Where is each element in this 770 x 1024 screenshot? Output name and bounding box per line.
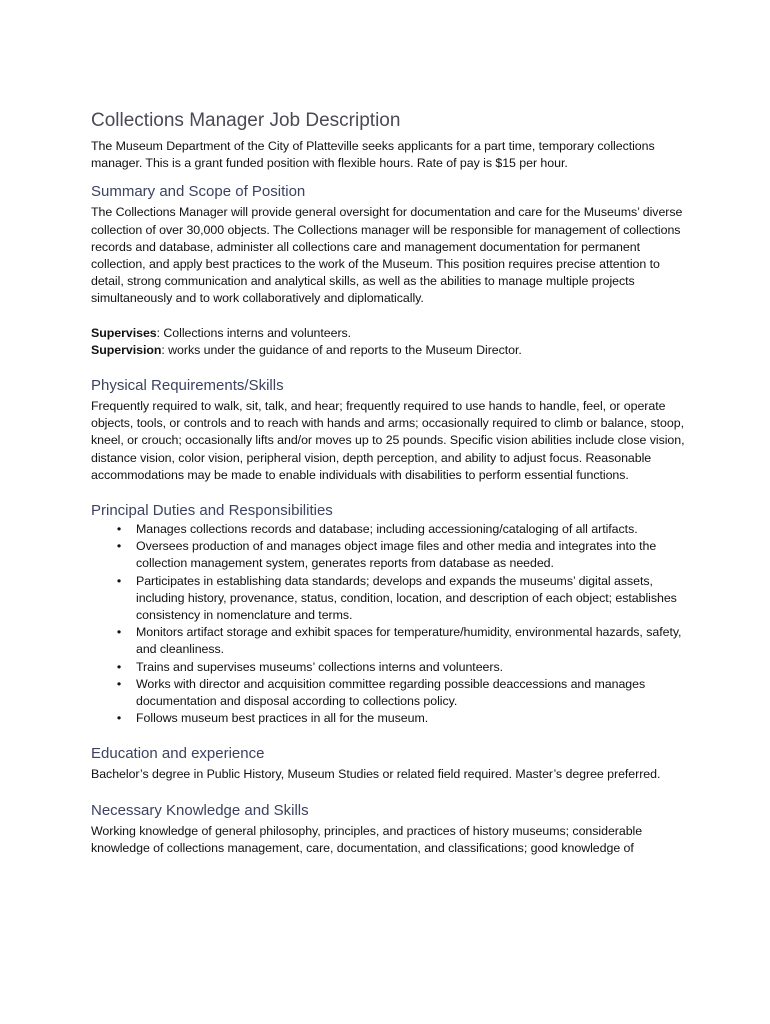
supervision-text: : works under the guidance of and reports to the Museum Director. bbox=[161, 342, 522, 357]
list-item bbox=[91, 624, 691, 658]
summary-heading: Summary and Scope of Position bbox=[91, 183, 306, 201]
list-item bbox=[91, 710, 691, 727]
bullet-icon: • bbox=[116, 625, 122, 640]
education-heading: Education and experience bbox=[91, 745, 265, 763]
duty-text: Monitors artifact storage and exhibit spaces for temperature/humidity, environmental hazards, safety, and cleanliness. bbox=[136, 625, 682, 657]
intro-paragraph: The Museum Department of the City of Platteville seeks applicants for a part time, temporary collections manager. This is a grant funded position with flexible hours. Rate of pay is $15 per hour. bbox=[91, 139, 655, 171]
duty-text: Works with director and acquisition committee regarding possible deaccessions and manages documentation and disposal according to collections policy. bbox=[136, 676, 646, 709]
list-item bbox=[91, 659, 691, 676]
bullet-icon: • bbox=[116, 711, 122, 726]
physical-paragraph: Frequently required to walk, sit, talk, and hear; frequently required to use hands to handle, feel, or operate objects, tools, or controls and to reach with hands and arms; occasionally required to climb or balance, stoop, kneel, or crouch; occasionally lifts and/or moves up to 25 pounds. Specific vision abilities include close vision, distance vision, color vision, peripheral vision, depth perception, and ability to adjust focus. Reasonable accommodations may be made to enable individuals with disabilities to perform essential functions. bbox=[91, 399, 685, 482]
list-item bbox=[91, 521, 691, 538]
knowledge-paragraph: Working knowledge of general philosophy, principles, and practices of history museums; considerable knowledge of collections management, care, documentation, and classifications; good knowledge of bbox=[91, 823, 643, 855]
list-item bbox=[91, 538, 691, 572]
duty-text: Follows museum best practices in all for the museum. bbox=[136, 711, 429, 726]
knowledge-heading: Necessary Knowledge and Skills bbox=[91, 801, 309, 819]
bullet-icon: • bbox=[116, 539, 122, 554]
bullet-icon: • bbox=[116, 573, 122, 588]
document-title: Collections Manager Job Description bbox=[91, 110, 401, 131]
summary-paragraph: The Collections Manager will provide general oversight for documentation and care for the Museums’ diverse collection of over 30,000 objects. The Collections manager will be responsible for management of collections records and database, administer all collections care and management documentation for permanent collection, and apply best practices to the work of the Museum. This position requires precise attention to detail, strong communication and analytical skills, as well as the abilities to manage multiple projects simultaneously and to work collaboratively and diplomatically. bbox=[91, 205, 683, 306]
supervises-label: Supervises bbox=[91, 325, 157, 340]
supervises-text: : Collections interns and volunteers. bbox=[156, 325, 352, 340]
bullet-icon: • bbox=[116, 676, 122, 691]
document-content bbox=[91, 108, 691, 857]
education-paragraph: Bachelor’s degree in Public History, Museum Studies or related field required. Master’s degree preferred. bbox=[91, 767, 661, 782]
bullet-icon: • bbox=[116, 522, 122, 537]
bullet-icon: • bbox=[116, 659, 122, 674]
duty-text: Oversees production of and manages object image files and other media and integrates into the collection management system, generates reports from database as needed. bbox=[136, 539, 657, 571]
duties-list bbox=[91, 521, 691, 727]
duty-text: Trains and supervises museums’ collections interns and volunteers. bbox=[136, 659, 503, 674]
list-item bbox=[91, 573, 691, 625]
supervises-line bbox=[91, 325, 691, 342]
duty-text: Manages collections records and database; including accessioning/cataloging of all artifacts. bbox=[136, 522, 638, 537]
duty-text: Participates in establishing data standards; develops and expands the museums’ digital assets, including history, provenance, status, condition, location, and description of each object; establishes consistency in nomenclature and terms. bbox=[136, 573, 677, 623]
supervision-label: Supervision bbox=[91, 342, 162, 357]
list-item bbox=[91, 676, 691, 710]
physical-heading: Physical Requirements/Skills bbox=[91, 377, 284, 395]
duties-heading: Principal Duties and Responsibilities bbox=[91, 502, 333, 520]
supervision-line bbox=[91, 342, 691, 359]
